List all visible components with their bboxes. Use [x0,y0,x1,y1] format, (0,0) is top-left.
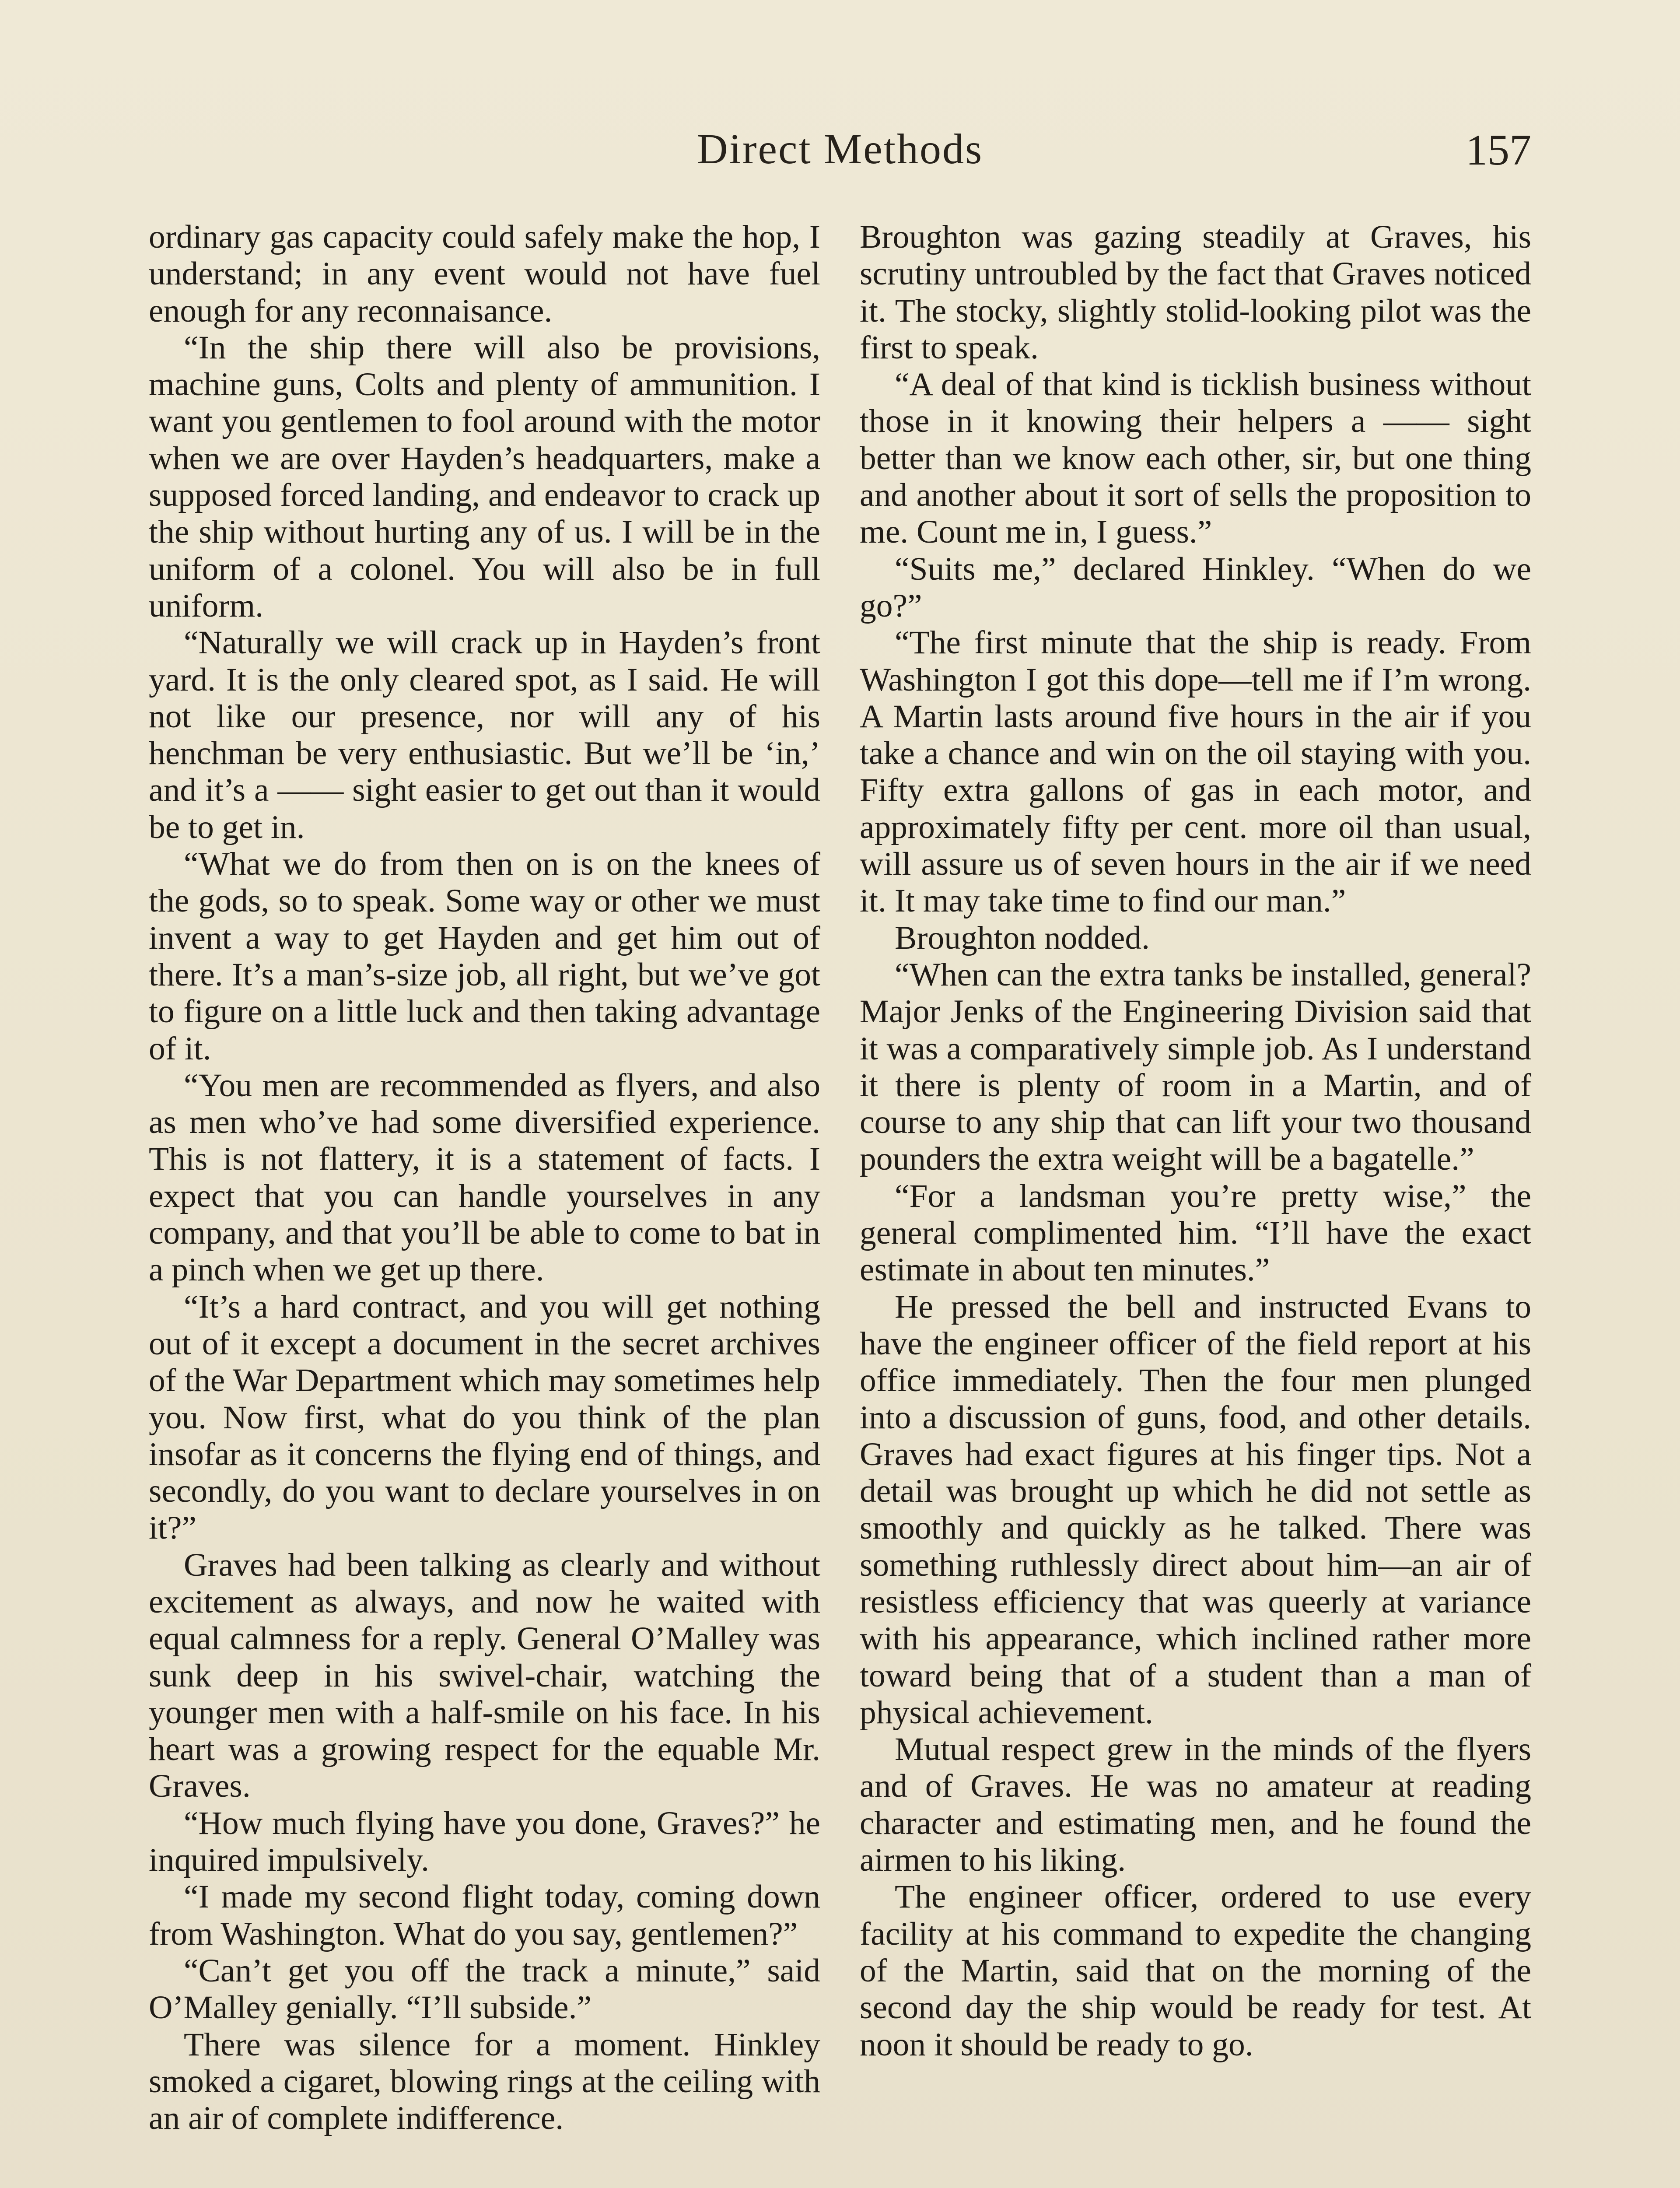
paragraph: “Can’t get you off the track a minute,” said O’Malley genially. “I’ll subside.” [149,1952,820,2026]
running-title: Direct Methods [696,126,984,173]
paragraph: “A deal of that kind is ticklish business without those in it knowing their helpers a —— sight better than we know each other, sir, but one thing and another about it sort of sells the proposition to me. Count me in, I guess.” [860,366,1531,551]
paragraph: “I made my second flight today, coming down from Washington. What do you say, gentlemen?” [149,1879,820,1952]
page-number: 157 [1466,126,1531,174]
right-text-column [860,219,1531,2188]
paragraph: “When can the extra tanks be installed, general? Major Jenks of the Engineering Division said that it was a comparatively simple job. As I understand it there is plenty of room in a Martin, and of course to any ship that can lift your two thousand pounders the extra weight will be a bagatelle.” [860,956,1531,1178]
page-header [149,125,1531,186]
paragraph: Broughton nodded. [895,919,1150,956]
paragraph: “In the ship there will also be provisions, machine guns, Colts and plenty of ammunition. I want you gentlemen to fool around with the motor when we are over Hayden’s headquarters, make a supposed forced landing, and endeavor to crack up the ship without hurting any of us. I will be in the uniform of a colonel. You will also be in full uniform. [149,329,820,624]
paragraph: The engineer officer, ordered to use every facility at his command to expedite the changing of the Martin, said that on the morning of the second day the ship would be ready for test. At noon it should be ready to go. [860,1879,1531,2063]
paragraph: “You men are recommended as flyers, and also as men who’ve had some diversified experience. This is not flattery, it is a statement of facts. I expect that you can handle yourselves in any company, and that you’ll be able to come to bat in a pinch when we get up there. [149,1067,820,1288]
paragraph: Broughton was gazing steadily at Graves, his scrutiny untroubled by the fact that Graves noticed it. The stocky, slightly stolid-looking pilot was the first to speak. [860,219,1531,366]
paragraph: “Suits me,” declared Hinkley. “When do we go?” [860,551,1531,624]
paragraph: “The first minute that the ship is ready. From Washington I got this dope—tell me if I’m wrong. A Martin lasts around five hours in the air if you take a chance and win on the oil staying with you. Fifty extra gallons of gas in each motor, and approximately fifty per cent. more oil than usual, will assure us of seven hours in the air if we need it. It may take time to find our man.” [860,624,1531,919]
paragraph: “How much flying have you done, Graves?” he inquired impulsively. [149,1805,820,1879]
paragraph: ordinary gas capacity could safely make the hop, I understand; in any event would not have fuel enough for any reconnaisance. [149,219,820,329]
paragraph: “It’s a hard contract, and you will get nothing out of it except a document in the secret archives of the War Department which may sometimes help you. Now first, what do you think of the plan insofar as it concerns the flying end of things, and secondly, do you want to declare yourselves in on it?” [149,1288,820,1546]
paragraph: He pressed the bell and instructed Evans to have the engineer officer of the field report at his office immediately. Then the four men plunged into a discussion of guns, food, and other details. Graves had exact figures at his finger tips. Not a detail was brought up which he did not settle as smoothly and quickly as he talked. There was something ruthlessly direct about him—an air of resistless efficiency that was queerly at variance with his appearance, which inclined rather more toward being that of a student than a man of physical achievement. [860,1288,1531,1731]
paragraph: “For a landsman you’re pretty wise,” the general complimented him. “I’ll have the exact estimate in about ten minutes.” [860,1178,1531,1288]
paragraph: “Naturally we will crack up in Hayden’s front yard. It is the only cleared spot, as I said. He will not like our presence, nor will any of his henchman be very enthusiastic. But we’ll be ‘in,’ and it’s a —— sight easier to get out than it would be to get in. [149,624,820,845]
left-text-column [149,219,820,2188]
paragraph: There was silence for a moment. Hinkley smoked a cigaret, blowing rings at the ceiling with an air of complete indifference. [149,2026,820,2137]
paragraph: Graves had been talking as clearly and without excitement as always, and now he waited with equal calmness for a reply. General O’Malley was sunk deep in his swivel-chair, watching the younger men with a half-smile on his face. In his heart was a growing respect for the equable Mr. Graves. [149,1546,820,1805]
paragraph: “What we do from then on is on the knees of the gods, so to speak. Some way or other we must invent a way to get Hayden and get him out of there. It’s a man’s-size job, all right, but we’ve got to figure on a little luck and then taking advantage of it. [149,846,820,1067]
paragraph: Mutual respect grew in the minds of the flyers and of Graves. He was no amateur at reading character and estimating men, and he found the airmen to his liking. [860,1731,1531,1879]
